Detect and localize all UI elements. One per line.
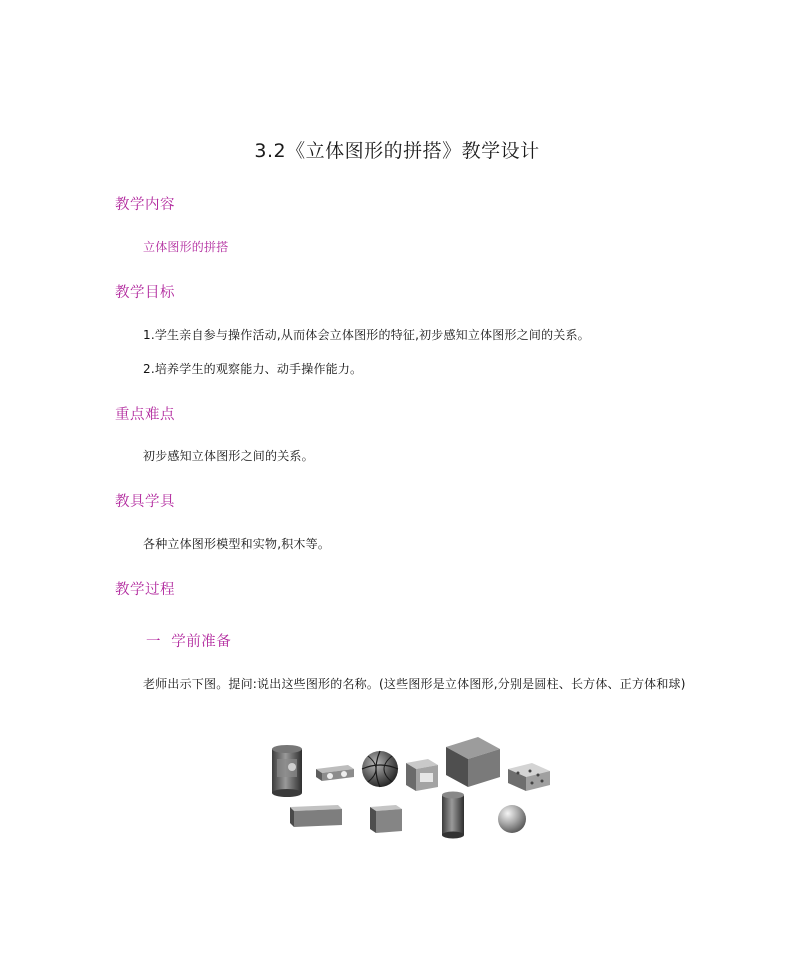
long-block-icon — [290, 805, 342, 827]
basketball-icon — [362, 751, 398, 787]
section-heading-tools: 教具学具 — [115, 494, 175, 510]
gift-box-icon — [508, 763, 550, 791]
section-heading-goals: 教学目标 — [115, 285, 175, 301]
goal-item-1: 1.学生亲自参与操作活动,从而体会立体图形的特征,初步感知立体图形之间的关系。 — [143, 328, 590, 342]
cylinder-can-icon — [272, 745, 302, 797]
section-heading-key-points: 重点难点 — [115, 407, 175, 423]
small-cube-icon — [370, 805, 402, 833]
sphere-icon — [498, 805, 526, 833]
large-box-icon — [446, 737, 500, 787]
solid-shapes-figure — [268, 735, 558, 843]
step1-heading: 一 学前准备 — [146, 634, 232, 650]
step1-paragraph: 老师出示下图。提问:说出这些图形的名称。(这些图形是立体图形,分别是圆柱、长方体、正方体和球) — [143, 677, 686, 691]
section-heading-process: 教学过程 — [115, 582, 175, 598]
tools-text: 各种立体图形模型和实物,积木等。 — [143, 537, 331, 551]
content-text: 立体图形的拼搭 — [143, 240, 229, 254]
flat-box-icon — [316, 765, 354, 781]
section-heading-content: 教学内容 — [115, 197, 175, 213]
page-title: 3.2《立体图形的拼搭》教学设计 — [254, 140, 540, 162]
tall-cylinder-icon — [442, 792, 464, 839]
labeled-cube-icon — [406, 759, 438, 791]
key-points-text: 初步感知立体图形之间的关系。 — [143, 449, 314, 463]
goal-item-2: 2.培养学生的观察能力、动手操作能力。 — [143, 362, 363, 376]
